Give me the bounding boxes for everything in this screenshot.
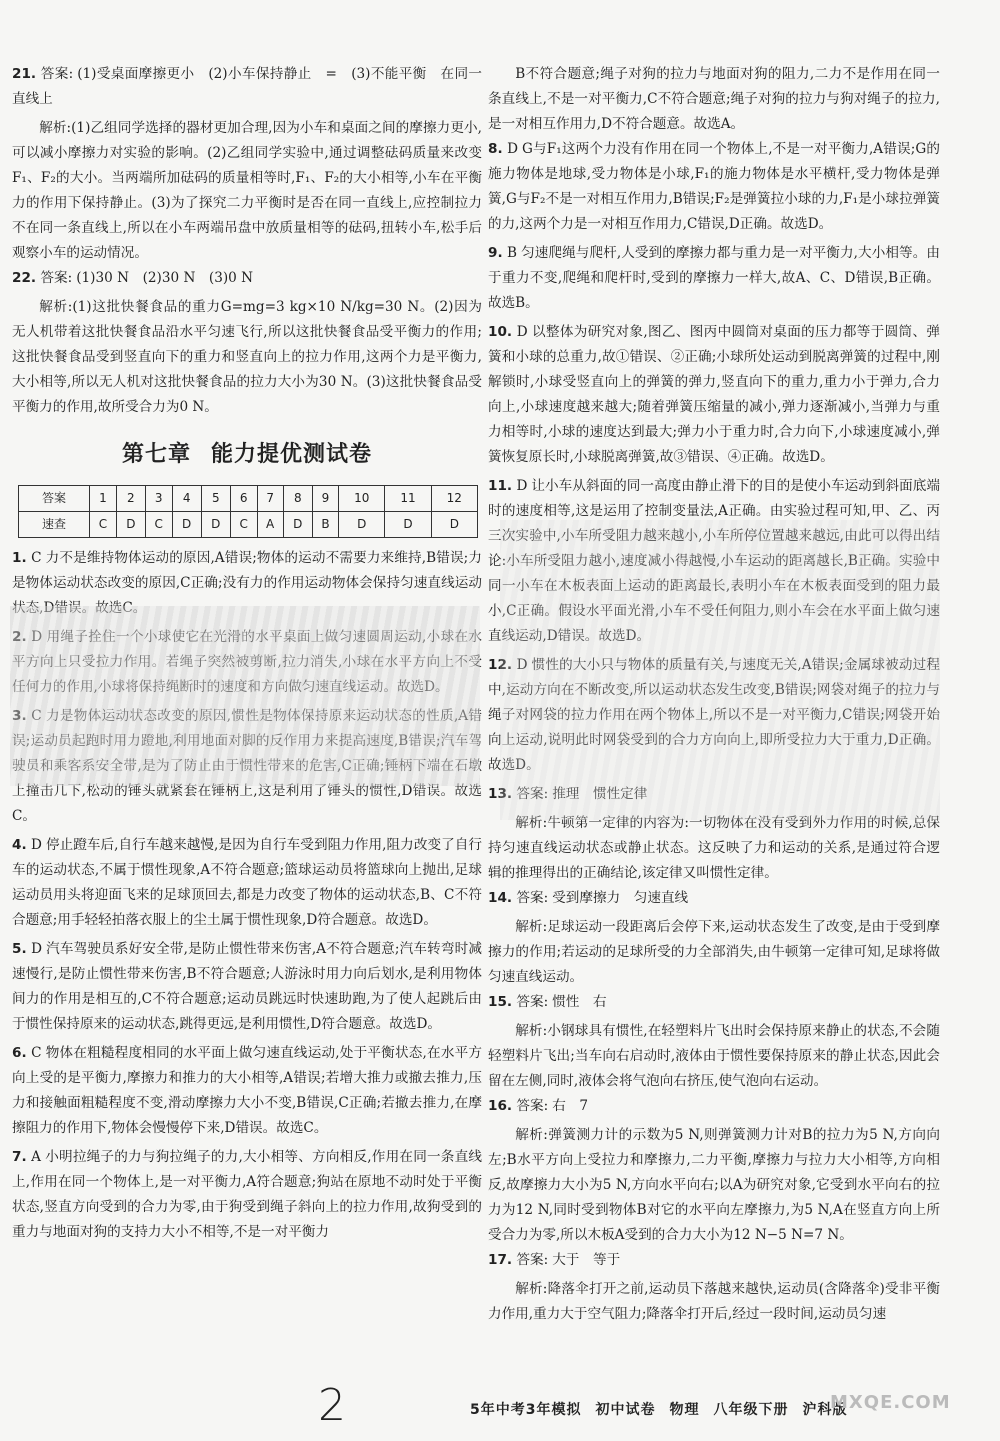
- item-number: 9.: [488, 245, 503, 261]
- item-text: 惯性的大小只与物体的质量有关,与速度无关,A错误;金属球被动过程中,运动方向在不断改变,所以运动状态发生改变,B错误;网袋对绳子的拉力与绳子对网袋的拉力作用在两个物体上,所以不是一对平衡力,C错误;网袋开始向上运动,说明此时网袋受到的合力方向向上,即所受拉力大于重力,D正确。故选D。: [488, 657, 940, 773]
- table-cell: 速查: [19, 512, 90, 538]
- item-label: 答案:: [40, 66, 74, 82]
- item-number: 11.: [488, 478, 513, 494]
- item-text: 右 7: [552, 1098, 589, 1114]
- table-cell: 12: [431, 486, 477, 512]
- chapter-name: 能力提优测试卷: [211, 442, 373, 467]
- item-number: 22.: [12, 270, 37, 286]
- item-text: 大于 等于: [552, 1252, 621, 1268]
- item-number: 2.: [12, 629, 27, 645]
- table-cell: 9: [312, 486, 338, 512]
- watermark: MXQE.COM: [830, 1392, 951, 1413]
- explanation: 解析:牛顿第一定律的内容为:一切物体在没有受到外力作用的时候,总保持匀速直线运动状态或静止状态。这反映了力和运动的关系,是通过符合逻辑的推理得出的正确结论,该定律又叫惯性定律。: [488, 815, 940, 881]
- table-cell: D: [172, 512, 201, 538]
- answer-item: [488, 990, 940, 1015]
- item-label: 答案:: [40, 270, 73, 286]
- table-cell: 2: [116, 486, 145, 512]
- item-label: D: [31, 837, 42, 853]
- item-text: (1)30 N (2)30 N (3)0 N: [76, 270, 254, 286]
- footer-text: 八年级下册: [713, 1402, 789, 1418]
- table-cell: 10: [339, 486, 385, 512]
- table-cell: D: [201, 512, 230, 538]
- table-cell: 答案: [19, 486, 90, 512]
- answer-item: [488, 320, 940, 470]
- item-text: 推理 惯性定律: [552, 786, 648, 802]
- page-number: 2: [318, 1380, 346, 1431]
- footer-text: 沪科版: [802, 1402, 848, 1418]
- answer-item: [12, 937, 482, 1037]
- table-cell: C: [90, 512, 117, 538]
- footer: [470, 1399, 861, 1419]
- explanation: 解析:小钢球具有惯性,在轻塑料片飞出时会保持原来静止的状态,不会随轻塑料片飞出;当车向右启动时,液体由于惯性要保持原来的静止状态,因此会留在左侧,同时,液体会将气泡向右挤压,使气泡向右运动。: [488, 1023, 940, 1089]
- answer-item: [488, 137, 940, 237]
- item-number: 13.: [488, 786, 513, 802]
- table-cell: B: [312, 512, 338, 538]
- item-number: 1.: [12, 550, 27, 566]
- chapter-number: 第七章: [121, 442, 191, 467]
- explanation: 解析:(1)这批快餐食品的重力G=mg=3 kg×10 N/kg=30 N。(2)因为无人机带着这批快餐食品沿水平匀速飞行,所以这批快餐食品受平衡力的作用;这批快餐食品受到竖直向下的重力和竖直向上的拉力作用,这两个力是平衡力,大小相等,所以无人机对这批快餐食品的拉力大小为30 N。(3)这批快餐食品受平衡力的作用,故所受合力为0 N。: [12, 299, 482, 415]
- item-label: B: [507, 245, 518, 261]
- item-label: D: [507, 141, 519, 157]
- item-text: 惯性 右: [552, 994, 607, 1010]
- item-text: 以整体为研究对象,图乙、图丙中圆筒对桌面的压力都等于圆筒、弹簧和小球的总重力,故①错误、②正确;小球所处运动到脱离弹簧的过程中,刚解锁时,小球受竖直向上的弹簧的弹力,竖直向下的重力,重力小于弹力,合力向上,小球速度越来越大;随着弹簧压缩量的减小,弹力逐渐减小,当弹力与重力相等时,小球的速度达到最大;弹力小于重力时,合力向下,小球速度减小,弹簧恢复原长时,小球脱离弹簧,故③错误、④正确。故选D。: [488, 324, 940, 465]
- explanation: 解析:(1)乙组同学选择的器材更加合理,因为小车和桌面之间的摩擦力更小,可以减小摩擦力对实验的影响。(2)乙组同学实验中,通过调整砝码质量来改变F₁、F₂的大小。当两端所加砝码的质量相等时,F₁、F₂的大小相等,小车在平衡力的作用下保持静止。(3)为了探究二力平衡时是否在同一直线上,应控制拉力不在同一条直线上,所以在小车两端吊盘中放质量相等的砝码,扭转小车,松手后观察小车的运动情况。: [12, 120, 482, 261]
- item-label: 答案:: [516, 994, 549, 1010]
- item-label: D: [516, 657, 528, 673]
- item-text: 受到摩擦力 匀速直线: [552, 890, 689, 906]
- item-text: 匀速爬绳与爬杆,人受到的摩擦力都与重力是一对平衡力,大小相等。由于重力不变,爬绳和爬杆时,受到的摩擦力一样大,故A、C、D错误,B正确。故选B。: [488, 245, 940, 311]
- footer-text: 物理: [669, 1402, 700, 1418]
- item-number: 17.: [488, 1252, 513, 1268]
- table-cell: D: [339, 512, 385, 538]
- table-cell: A: [257, 512, 283, 538]
- answer-item: [12, 833, 482, 933]
- table-cell: 1: [90, 486, 117, 512]
- table-row: [19, 486, 478, 512]
- scan-smear: [500, 520, 940, 820]
- scan-smear: [10, 606, 480, 786]
- table-cell: 11: [385, 486, 431, 512]
- item-number: 5.: [12, 941, 27, 957]
- item-number: 4.: [12, 837, 27, 853]
- item-label: D: [31, 629, 43, 645]
- item-text: 让小车从斜面的同一高度由静止滑下的目的是使小车运动到斜面底端时的速度相等,这是运用了控制变量法,A正确。由实验过程可知,甲、乙、丙三次实验中,小车所受阻力越来越小,小车所停位置越来越远,由此可以得出结论:小车所受阻力越小,速度减小得越慢,小车运动的距离越长,B正确。实验中同一小车在木板表面上运动的距离最长,表明小车在木板表面受到的阻力最小,C正确。假设水平面光滑,小车不受任何阻力,则小车会在水平面上做匀速直线运动,D错误。故选D。: [488, 478, 941, 644]
- item-text: (1)受桌面摩擦更小 (2)小车保持静止 = (3)不能平衡 在同一直线上: [12, 66, 482, 107]
- item-label: D: [516, 478, 528, 494]
- item-number: 12.: [488, 657, 513, 673]
- table-cell: C: [145, 512, 172, 538]
- item-number: 10.: [488, 324, 513, 340]
- item-text: 小明拉绳子的力与狗拉绳子的力,大小相等、方向相反,作用在同一条直线上,作用在同一个物体上,是一对平衡力,A符合题意;狗站在原地不动时处于平衡状态,竖直方向受到的合力为零,由于狗受到绳子斜向上的拉力作用,故狗受到的重力与地面对狗的支持力大小不相等,不是一对平衡力: [12, 1149, 483, 1240]
- table-cell: 3: [145, 486, 172, 512]
- item-label: D: [31, 941, 43, 957]
- item-number: 7.: [12, 1149, 27, 1165]
- item-label: D: [516, 324, 528, 340]
- item-label: 答案:: [516, 890, 549, 906]
- explanation: B不符合题意;绳子对狗的拉力与地面对狗的阻力,二力不是作用在同一条直线上,不是一对平衡力,C不符合题意;绳子对狗的拉力与狗对绳子的拉力,是一对相互作用力,D不符合题意。故选A。: [488, 66, 940, 132]
- item-number: 6.: [12, 1045, 27, 1061]
- item-label: C: [31, 708, 42, 724]
- answer-item: [12, 1145, 482, 1245]
- table-cell: D: [431, 512, 477, 538]
- item-text: 用绳子拴住一个小球使它在光滑的水平桌面上做匀速圆周运动,小球在水平方向上只受拉力作用。若绳子突然被剪断,拉力消失,小球在水平方向上不受任何力的作用,小球将保持绳断时的速度和方向做匀速直线运动。故选D。: [12, 629, 482, 695]
- explanation: 解析:弹簧测力计的示数为5 N,则弹簧测力计对B的拉力为5 N,方向向左;B水平方向上受拉力和摩擦力,二力平衡,摩擦力与拉力大小相等,方向相反,故摩擦力大小为5 N,方向水平向右;以A为研究对象,它受到水平向右的拉力为12 N,同时受到物体B对它的水平向左摩擦力,为5 N,A在竖直方向上所受合力为零,所以木板A受到的合力大小为12 N−5 N=7 N。: [488, 1127, 940, 1243]
- table-cell: D: [116, 512, 145, 538]
- item-number: 21.: [12, 66, 37, 82]
- answer-item: [488, 886, 940, 911]
- item-label: C: [31, 1045, 42, 1061]
- answer-item: [488, 241, 940, 316]
- table-cell: D: [385, 512, 431, 538]
- chapter-title: [12, 442, 482, 467]
- item-label: 答案:: [516, 1252, 549, 1268]
- answer-item: [488, 1248, 940, 1273]
- footer-text: 初中试卷: [595, 1402, 656, 1418]
- item-text: 物体在粗糙程度相同的水平面上做匀速直线运动,处于平衡状态,在水平方向上受的是平衡力,摩擦力和推力的大小相等,A错误;若增大推力或撤去推力,压力和接触面粗糙程度不变,滑动摩擦力大小不变,B错误,C正确;若撤去推力,在摩擦阻力的作用下,物体会慢慢停下来,D错误。故选C。: [12, 1045, 482, 1136]
- explanation: 解析:降落伞打开之前,运动员下落越来越快,运动员(含降落伞)受非平衡力作用,重力大于空气阻力;降落伞打开后,经过一段时间,运动员匀速: [488, 1281, 940, 1322]
- item-label: C: [31, 550, 42, 566]
- item-text: 力是物体运动状态改变的原因,惯性是物体保持原来运动状态的性质,A错误;运动员起跑时用力蹬地,利用地面对脚的反作用力来提高速度,B错误;汽车驾驶员和乘客系安全带,是为了防止由于惯性带来的危害,C正确;锤柄下端在石墩上撞击几下,松动的锤头就紧套在锤柄上,这是利用了锤头的惯性,D错误。故选C。: [12, 708, 482, 824]
- answer-item: [12, 1041, 482, 1141]
- table-cell: 8: [283, 486, 312, 512]
- answer-table: [18, 485, 478, 538]
- table-cell: D: [283, 512, 312, 538]
- table-cell: 4: [172, 486, 201, 512]
- item-text: G与F₁这两个力没有作用在同一个物体上,不是一对平衡力,A错误;G的施力物体是地球,受力物体是小球,F₁的施力物体是水平横杆,受力物体是弹簧,G与F₂不是一对相互作用力,B错误;F₂是弹簧拉小球的力,F₁是小球拉弹簧的力,这两个力是一对相互作用力,C错误,D正确。故选D。: [488, 141, 940, 232]
- item-number: 14.: [488, 890, 513, 906]
- item-label: A: [31, 1149, 41, 1165]
- footer-text: 5年中考3年模拟: [470, 1402, 582, 1418]
- item-number: 16.: [488, 1098, 513, 1114]
- table-cell: 5: [201, 486, 230, 512]
- answer-item: [12, 266, 482, 291]
- answer-item: [12, 62, 482, 112]
- item-label: 答案:: [516, 1098, 549, 1114]
- answer-item: [488, 1094, 940, 1119]
- table-row: [19, 512, 478, 538]
- table-cell: 7: [257, 486, 283, 512]
- item-label: 答案:: [516, 786, 549, 802]
- item-number: 15.: [488, 994, 513, 1010]
- item-number: 3.: [12, 708, 27, 724]
- explanation: 解析:足球运动一段距离后会停下来,运动状态发生了改变,是由于受到摩擦力的作用;若运动的足球所受的力全部消失,由牛顿第一定律可知,足球将做匀速直线运动。: [488, 919, 940, 985]
- item-number: 8.: [488, 141, 503, 157]
- item-text: 力不是维持物体运动的原因,A错误;物体的运动不需要力来维持,B错误;力是物体运动状态改变的原因,C正确;没有力的作用运动物体会保持匀速直线运动状态,D错误。故选C。: [12, 550, 482, 616]
- item-text: 停止蹬车后,自行车越来越慢,是因为自行车受到阻力作用,阻力改变了自行车的运动状态,不属于惯性现象,A不符合题意;篮球运动员将篮球向上抛出,足球运动员用头将迎面飞来的足球顶回去,都是力改变了物体的运动状态,B、C不符合题意;用手轻轻拍落衣服上的尘土属于惯性现象,D符合题意。故选D。: [12, 837, 482, 928]
- table-cell: C: [230, 512, 257, 538]
- item-text: 汽车驾驶员系好安全带,是防止惯性带来伤害,A不符合题意;汽车转弯时减速慢行,是防止惯性带来伤害,B不符合题意;人游泳时用力向后划水,是利用物体间力的作用是相互的,C不符合题意;运动员跳远时快速助跑,为了使人起跳后由于惯性保持原来的运动状态,跳得更远,是利用惯性,D符合题意。故选D。: [12, 941, 482, 1032]
- table-cell: 6: [230, 486, 257, 512]
